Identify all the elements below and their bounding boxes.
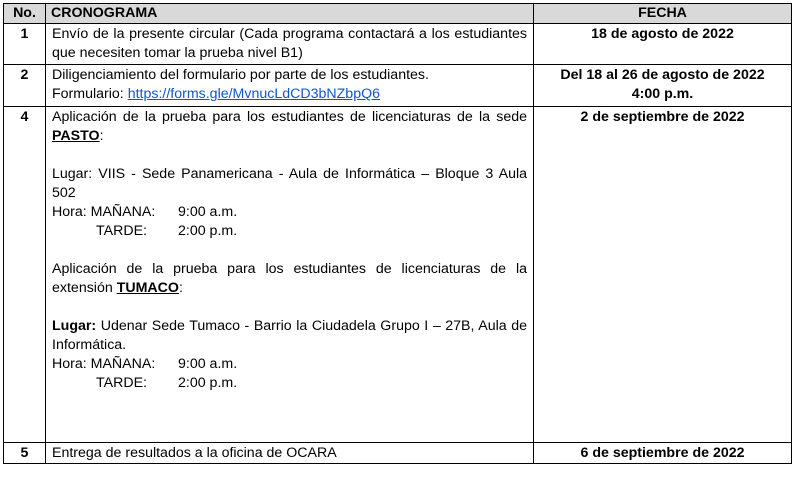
tarde-label: TARDE: (96, 223, 147, 239)
tumaco-name: TUMACO (116, 280, 179, 296)
activity-date-cell (534, 65, 792, 107)
tumaco-lugar-label: Lugar: (52, 318, 97, 334)
activity-date: 18 de agosto de 2022 (534, 24, 792, 65)
activity-text: Diligenciamiento del formulario por parte de los estudiantes. (52, 67, 429, 83)
pasto-lugar: Lugar: VIIS - Sede Panamericana - Aula de Informática – Bloque 3 Aula 502 (52, 166, 527, 201)
table-row (4, 65, 792, 107)
tumaco-intro: Aplicación de la prueba para los estudiantes de licenciaturas de la extensión (52, 261, 527, 296)
header-cronograma: CRONOGRAMA (46, 4, 534, 24)
form-link[interactable]: https://forms.gle/MvnucLdCD3bNZbpQ6 (127, 86, 381, 102)
activity-date: Del 18 al 26 de agosto de 2022 (560, 67, 765, 83)
form-label: Formulario: (52, 86, 128, 102)
row-number: 1 (4, 24, 46, 65)
table-row (4, 107, 792, 443)
hora-label: Hora: MAÑANA: (52, 356, 156, 372)
tarde-time: 2:00 p.m. (178, 375, 238, 391)
activity-date: 6 de septiembre de 2022 (534, 443, 792, 464)
colon: : (99, 128, 104, 144)
activity-text: Entrega de resultados a la oficina de OCARA (46, 443, 534, 464)
row-number: 5 (4, 443, 46, 464)
row-number: 4 (4, 107, 46, 443)
tumaco-lugar: Udenar Sede Tumaco - Barrio la Ciudadela Grupo I – 27B, Aula de Informática. (52, 318, 527, 353)
colon: : (178, 280, 183, 296)
activity-time: 4:00 p.m. (631, 86, 694, 102)
tarde-time: 2:00 p.m. (178, 223, 238, 239)
activity-date: 2 de septiembre de 2022 (534, 107, 792, 443)
header-fecha: FECHA (534, 4, 792, 24)
pasto-intro: Aplicación de la prueba para los estudiantes de licenciaturas de la sede (52, 109, 527, 125)
header-row (4, 4, 792, 24)
manana-time: 9:00 a.m. (178, 204, 238, 220)
activity-text: Envío de la presente circular (Cada programa contactará a los estudiantes que necesiten tomar la prueba nivel B1) (46, 24, 534, 65)
schedule-table (3, 3, 792, 464)
hora-label: Hora: MAÑANA: (52, 204, 156, 220)
row-number: 2 (4, 65, 46, 107)
header-no: No. (4, 4, 46, 24)
activity-cell (46, 107, 534, 443)
table-row (4, 24, 792, 65)
manana-time: 9:00 a.m. (178, 356, 238, 372)
tarde-label: TARDE: (96, 375, 147, 391)
pasto-name: PASTO (52, 128, 100, 144)
activity-cell (46, 65, 534, 107)
table-row (4, 443, 792, 464)
